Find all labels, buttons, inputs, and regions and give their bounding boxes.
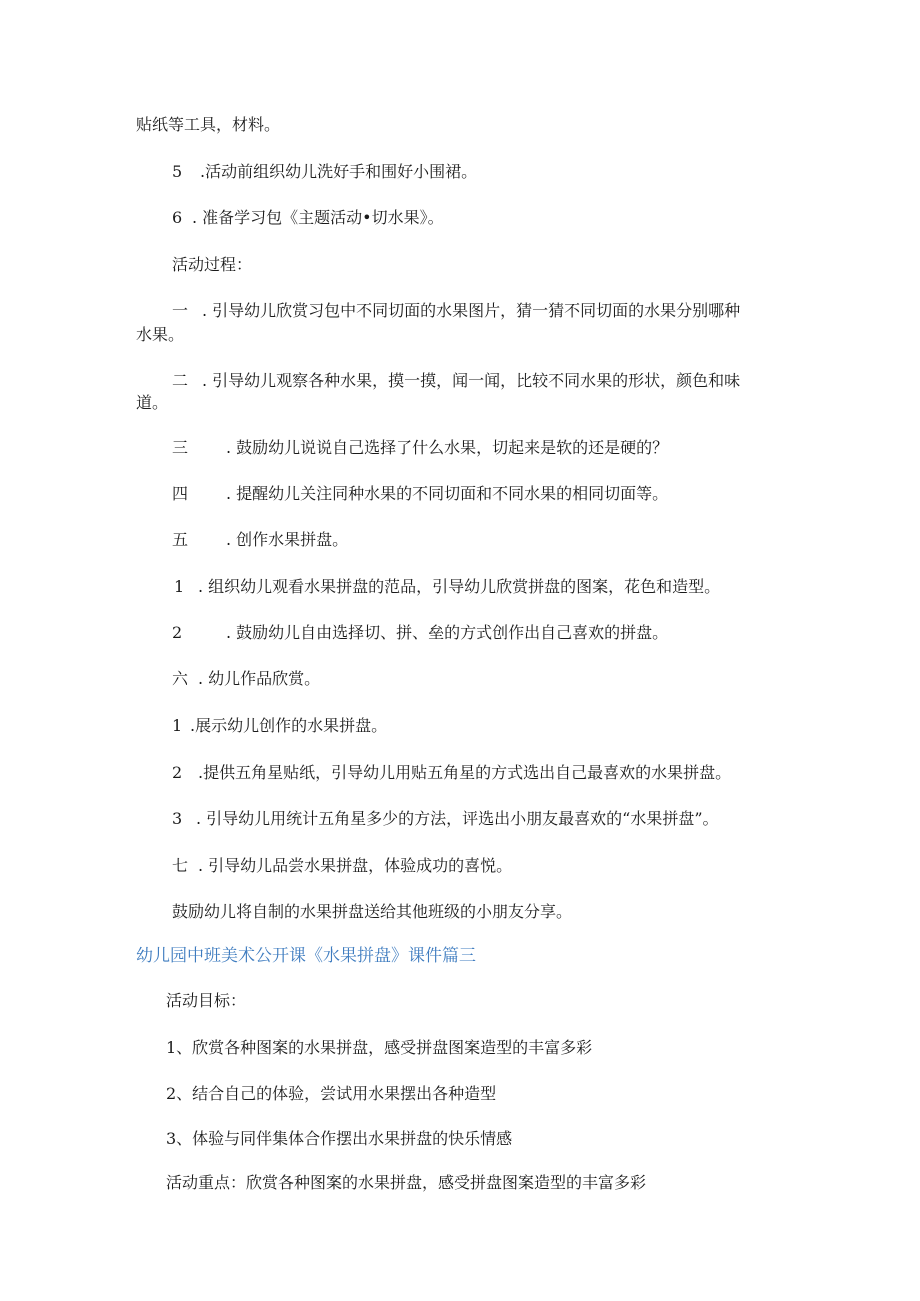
goal-item-3: 3、体验与同伴集体合作摆出水果拼盘的快乐情感: [166, 1129, 513, 1148]
item-text: . 提醒幼儿关注同种水果的不同切面和不同水果的相同切面等。: [226, 484, 669, 503]
paragraph-sub-step-1: [174, 576, 720, 598]
paragraph-step-one: [172, 300, 740, 322]
paragraph-sub-step-2: [172, 622, 668, 644]
item-number: 2: [172, 763, 183, 782]
item-number: 四: [172, 484, 189, 503]
item-text: .展示幼儿创作的水果拼盘。: [190, 716, 388, 735]
item-number: 3: [172, 809, 183, 828]
item-text: . 鼓励幼儿说说自己选择了什么水果，切起来是软的还是硬的？: [226, 438, 669, 457]
paragraph-step-three: [172, 437, 668, 459]
paragraph-step-four: [172, 483, 668, 505]
paragraph-step-seven: [172, 855, 512, 877]
item-number: 七: [172, 856, 189, 875]
goals-title: 活动目标：: [166, 991, 247, 1010]
section-heading: 幼儿园中班美术公开课《水果拼盘》课件篇三: [136, 946, 476, 966]
paragraph-process-label: 活动过程：: [172, 255, 253, 274]
item-text: . 引导幼儿品尝水果拼盘，体验成功的喜悦。: [198, 856, 513, 875]
item-text: . 组织幼儿观看水果拼盘的范品，引导幼儿欣赏拼盘的图案，花色和造型。: [198, 577, 721, 596]
paragraph-step-two: [172, 370, 740, 392]
item-text: . 引导幼儿用统计五角星多少的方法，评选出小朋友最喜欢的“水果拼盘”。: [196, 809, 719, 828]
item-text: . 鼓励幼儿自由选择切、拼、垒的方式创作出自己喜欢的拼盘。: [226, 623, 669, 642]
goal-item-1: 1、欣赏各种图案的水果拼盘，感受拼盘图案造型的丰富多彩: [166, 1038, 593, 1057]
item-number: 2: [172, 623, 183, 642]
paragraph-step-six: [172, 668, 320, 690]
paragraph-materials: 贴纸等工具，材料。: [136, 115, 281, 134]
paragraph-sub-step-1b: [172, 715, 387, 737]
item-number: 5: [172, 162, 183, 181]
paragraph-step-two-continued: 道。: [136, 393, 169, 412]
item-text: .活动前组织幼儿洗好手和围好小围裙。: [200, 162, 478, 181]
item-text: . 创作水果拼盘。: [226, 530, 349, 549]
paragraph-sharing: 鼓励幼儿将自制的水果拼盘送给其他班级的小朋友分享。: [172, 902, 573, 921]
item-text: . 引导幼儿观察各种水果，摸一摸，闻一闻，比较不同水果的形状，颜色和味: [202, 371, 741, 390]
item-text: . 引导幼儿欣赏习包中不同切面的水果图片，猜一猜不同切面的水果分别哪种: [202, 301, 741, 320]
item-text: . 准备学习包《主题活动•切水果》。: [192, 208, 444, 227]
item-text: .提供五角星贴纸，引导幼儿用贴五角星的方式选出自己最喜欢的水果拼盘。: [198, 763, 732, 782]
item-number: 三: [172, 438, 189, 457]
item-number: 二: [172, 371, 189, 390]
item-number: 六: [172, 669, 189, 688]
key-point: 活动重点：欣赏各种图案的水果拼盘，感受拼盘图案造型的丰富多彩: [166, 1173, 647, 1192]
paragraph-sub-step-3b: [172, 808, 719, 830]
item-number: 五: [172, 530, 189, 549]
paragraph-step-6: [172, 207, 444, 229]
item-number: 1: [172, 716, 183, 735]
item-number: 1: [174, 577, 185, 596]
paragraph-step-5: [172, 161, 477, 183]
paragraph-step-one-continued: 水果。: [136, 325, 185, 344]
item-number: 6: [172, 208, 183, 227]
item-number: 一: [172, 301, 189, 320]
item-text: . 幼儿作品欣赏。: [198, 669, 321, 688]
goal-item-2: 2、结合自己的体验，尝试用水果摆出各种造型: [166, 1084, 497, 1103]
paragraph-sub-step-2b: [172, 762, 731, 784]
paragraph-step-five: [172, 529, 348, 551]
